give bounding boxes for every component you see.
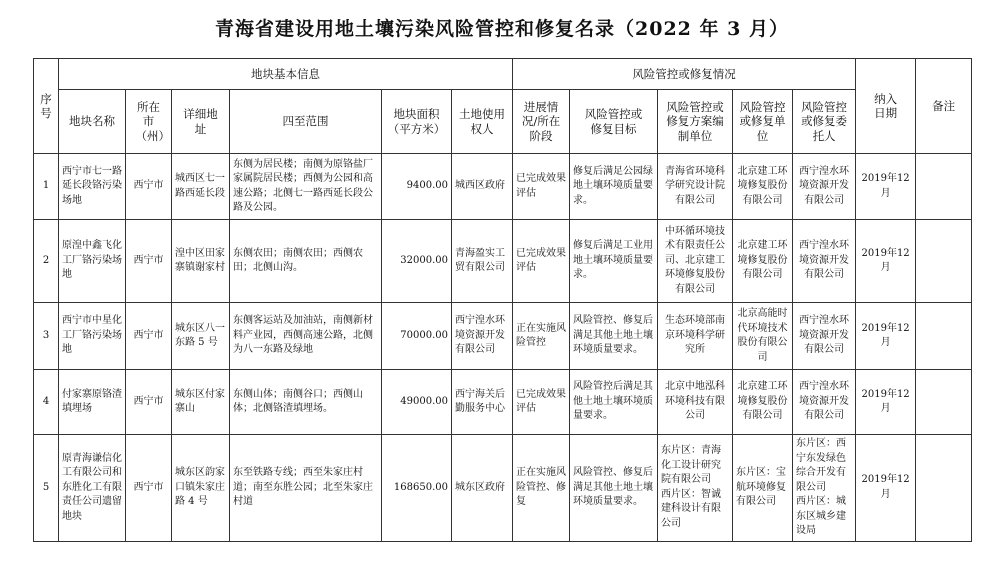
header-boundary: 四至范围 <box>230 90 382 154</box>
cell-target: 修复后满足工业用地土壤环境质量要求。 <box>570 220 658 303</box>
cell-stage: 已完成效果评估 <box>513 220 570 303</box>
cell-boundary: 东侧农田；南侧农田；西侧农田；北侧山沟。 <box>230 220 382 303</box>
cell-city: 西宁市 <box>126 220 172 303</box>
cell-name: 原湟中鑫飞化工厂铬污染场地 <box>59 220 126 303</box>
cell-note <box>916 370 972 435</box>
header-owner: 土地使用权人 <box>452 90 513 154</box>
cell-city: 西宁市 <box>126 370 172 435</box>
cell-address: 城西区七一路西延长段 <box>172 154 230 220</box>
cell-boundary: 东侧为居民楼；南侧为原铬盐厂家属院居民楼；西侧为公园和高速公路；北侧七一路西延长段公路及公园。 <box>230 154 382 220</box>
header-area: 地块面积（平方米） <box>382 90 452 154</box>
cell-plan-unit: 生态环境部南京环境科学研究所 <box>658 303 733 370</box>
cell-target: 风险管控、修复后满足其他土地土壤环境质量要求。 <box>570 303 658 370</box>
cell-plan-unit: 北京中地泓科环境科技有限公司 <box>658 370 733 435</box>
cell-client: 西宁湟水环境资源开发有限公司 <box>793 220 856 303</box>
cell-owner: 城西区政府 <box>452 154 513 220</box>
cell-target: 修复后满足公园绿地土壤环境质量要求。 <box>570 154 658 220</box>
cell-plan-unit: 青海省环境科学研究设计院有限公司 <box>658 154 733 220</box>
cell-address: 城东区韵家口镇朱家庄路 4 号 <box>172 435 230 542</box>
cell-repair-unit: 东片区：宝航环境修复有限公司 <box>733 435 793 542</box>
table-row <box>34 435 972 542</box>
cell-seq: 3 <box>34 303 59 370</box>
header-repair-unit: 风险管控或修复单位 <box>733 90 793 154</box>
table-row <box>34 220 972 303</box>
cell-stage: 已完成效果评估 <box>513 154 570 220</box>
cell-area: 70000.00 <box>382 303 452 370</box>
cell-seq: 1 <box>34 154 59 220</box>
cell-repair-unit: 北京建工环境修复股份有限公司 <box>733 154 793 220</box>
cell-seq: 4 <box>34 370 59 435</box>
cell-stage: 正在实施风险管控 <box>513 303 570 370</box>
cell-note <box>916 220 972 303</box>
cell-date: 2019年12月 <box>856 435 916 542</box>
page-title: 青海省建设用地土壤污染风险管控和修复名录（2022 年 3 月） <box>215 18 789 40</box>
cell-owner: 青海盈实工贸有限公司 <box>452 220 513 303</box>
cell-name: 西宁市中星化工厂铬污染场地 <box>59 303 126 370</box>
header-client: 风险管控或修复委托人 <box>793 90 856 154</box>
cell-note <box>916 435 972 542</box>
cell-name: 原青海谦信化工有限公司和东胜化工有限责任公司遗留地块 <box>59 435 126 542</box>
cell-city: 西宁市 <box>126 435 172 542</box>
cell-repair-unit: 北京建工环境修复股份有限公司 <box>733 220 793 303</box>
cell-area: 32000.00 <box>382 220 452 303</box>
table-row <box>34 303 972 370</box>
header-address: 详细地址 <box>172 90 230 154</box>
cell-note <box>916 303 972 370</box>
cell-client: 东片区：西宁东发绿色综合开发有限公司 西片区：城东区城乡建设局 <box>793 435 856 542</box>
cell-repair-unit: 北京高能时代环境技术股份有限公司 <box>733 303 793 370</box>
header-target: 风险管控或修复目标 <box>570 90 658 154</box>
cell-target: 风险管控、修复后满足其他土地土壤环境质量要求。 <box>570 435 658 542</box>
cell-date: 2019年12月 <box>856 370 916 435</box>
cell-seq: 2 <box>34 220 59 303</box>
header-group-basic: 地块基本信息 <box>59 59 513 90</box>
header-name: 地块名称 <box>59 90 126 154</box>
header-stage: 进展情况/所在阶段 <box>513 90 570 154</box>
cell-owner: 城东区政府 <box>452 435 513 542</box>
cell-name: 付家寨原铬渣填埋场 <box>59 370 126 435</box>
cell-city: 西宁市 <box>126 154 172 220</box>
cell-date: 2019年12月 <box>856 220 916 303</box>
cell-area: 49000.00 <box>382 370 452 435</box>
cell-plan-unit: 中环循环境技术有限责任公司、北京建工环境修复股份有限公司 <box>658 220 733 303</box>
cell-name: 西宁市七一路延长段铬污染场地 <box>59 154 126 220</box>
header-note: 备注 <box>916 59 972 154</box>
cell-client: 西宁湟水环境资源开发有限公司 <box>793 154 856 220</box>
header-date: 纳入日期 <box>856 59 916 154</box>
header-seq: 序号 <box>34 59 59 154</box>
cell-boundary: 东至铁路专线；西至朱家庄村道；南至东胜公园；北至朱家庄村道 <box>230 435 382 542</box>
cell-boundary: 东侧客运站及加油站，南侧新材料产业园，西侧高速公路，北侧为八一东路及绿地 <box>230 303 382 370</box>
cell-area: 168650.00 <box>382 435 452 542</box>
remediation-list-table <box>33 58 972 542</box>
table-row <box>34 370 972 435</box>
cell-city: 西宁市 <box>126 303 172 370</box>
cell-date: 2019年12月 <box>856 303 916 370</box>
cell-boundary: 东侧山体；南侧谷口；西侧山体；北侧铬渣填埋场。 <box>230 370 382 435</box>
table-row <box>34 154 972 220</box>
header-city: 所在市（州） <box>126 90 172 154</box>
cell-client: 西宁湟水环境资源开发有限公司 <box>793 303 856 370</box>
cell-address: 城东区付家寨山 <box>172 370 230 435</box>
cell-area: 9400.00 <box>382 154 452 220</box>
header-group-risk: 风险管控或修复情况 <box>513 59 856 90</box>
cell-repair-unit: 北京建工环境修复股份有限公司 <box>733 370 793 435</box>
cell-address: 城东区八一东路 5 号 <box>172 303 230 370</box>
cell-target: 风险管控后满足其他土地土壤环境质量要求。 <box>570 370 658 435</box>
cell-owner: 西宁湟水环境资源开发有限公司 <box>452 303 513 370</box>
header-plan-unit: 风险管控或修复方案编制单位 <box>658 90 733 154</box>
cell-plan-unit: 东片区：青海化工设计研究院有限公司 西片区：智诚建科设计有限公司 <box>658 435 733 542</box>
cell-stage: 已完成效果评估 <box>513 370 570 435</box>
cell-seq: 5 <box>34 435 59 542</box>
cell-note <box>916 154 972 220</box>
cell-client: 西宁湟水环境资源开发有限公司 <box>793 370 856 435</box>
cell-stage: 正在实施风险管控、修复 <box>513 435 570 542</box>
cell-address: 湟中区田家寨镇谢家村 <box>172 220 230 303</box>
cell-date: 2019年12月 <box>856 154 916 220</box>
cell-owner: 西宁海关后勤服务中心 <box>452 370 513 435</box>
